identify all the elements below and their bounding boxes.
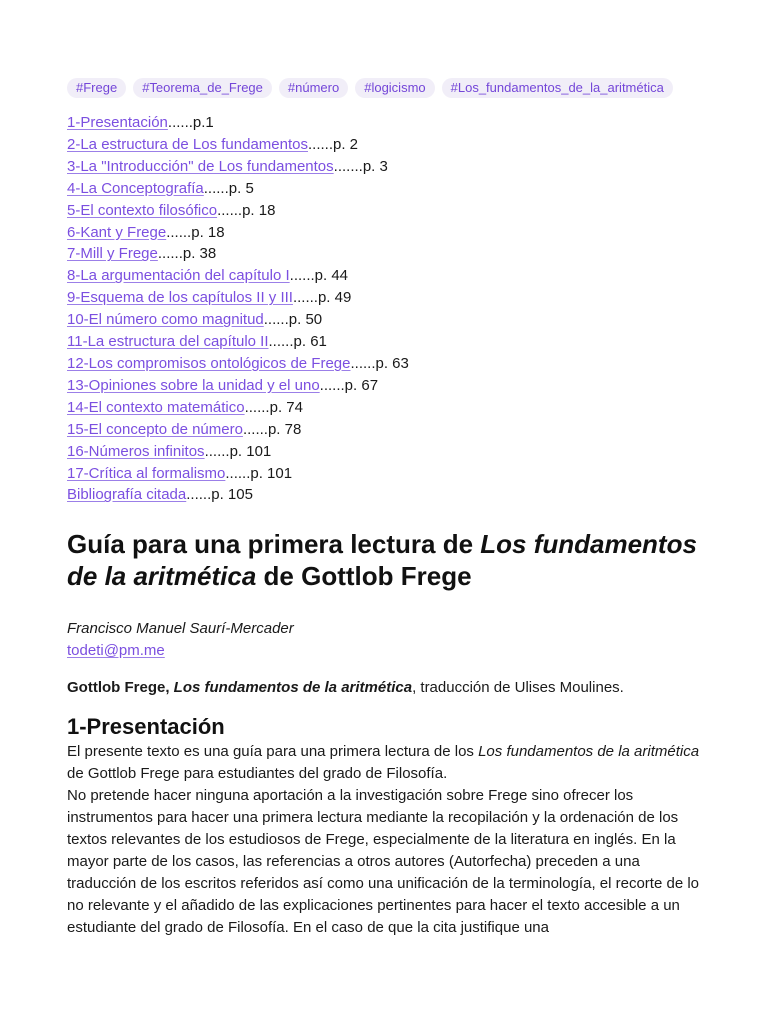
paragraph-intro-text-end: de Gottlob Frege para estudiantes del grado de Filosofía.: [67, 765, 448, 783]
toc-page: ......p. 61: [268, 333, 327, 351]
toc-link[interactable]: 15-El concepto de número: [67, 420, 243, 438]
toc-page: ......p. 18: [166, 223, 225, 241]
source-reference: [67, 677, 702, 699]
toc-item: [67, 243, 702, 265]
toc-item: [67, 463, 702, 485]
toc-link[interactable]: 14-El contexto matemático: [67, 398, 245, 416]
toc-page: ......p. 67: [319, 376, 379, 394]
toc-page: ......p. 101: [225, 464, 293, 482]
toc-link[interactable]: 17-Crítica al formalismo: [67, 464, 226, 482]
author-name: Francisco Manuel Saurí-Mercader: [67, 620, 294, 638]
toc-link[interactable]: 3-La "Introducción" de Los fundamentos: [67, 157, 334, 175]
toc-page: ......p. 18: [217, 201, 276, 219]
toc-link[interactable]: 6-Kant y Frege: [67, 223, 167, 241]
toc-page: ......p. 2: [307, 135, 359, 153]
toc-item: [67, 265, 702, 287]
toc-link[interactable]: 2-La estructura de Los fundamentos: [67, 135, 308, 153]
tag-frege[interactable]: #Frege: [67, 78, 126, 98]
title-work-italic: Los fundamentos de la aritmética: [67, 529, 697, 592]
paragraph-intro-work-italic: Los fundamentos de la aritmética: [478, 743, 700, 761]
toc-link[interactable]: 11-La estructura del capítulo II: [67, 333, 269, 351]
toc-link[interactable]: 16-Números infinitos: [67, 442, 205, 460]
toc-item: [67, 309, 702, 331]
toc-item: [67, 441, 702, 463]
toc-item: [67, 397, 702, 419]
toc-page: .......p. 3: [333, 157, 388, 175]
title-text-start: Guía para una primera lectura de: [67, 529, 481, 560]
toc-link[interactable]: 1-Presentación: [67, 114, 168, 131]
toc-link[interactable]: 9-Esquema de los capítulos II y III: [67, 289, 293, 307]
toc-link[interactable]: 7-Mill y Frege: [67, 245, 158, 263]
toc-link[interactable]: 10-El número como magnitud: [67, 311, 264, 329]
tag-list: [67, 78, 702, 98]
document-title: [67, 528, 702, 592]
tag-logicismo[interactable]: #logicismo: [355, 78, 434, 98]
toc-item: [67, 156, 702, 178]
toc-item: [67, 331, 702, 353]
tag-teorema-de-frege[interactable]: #Teorema_de_Frege: [133, 78, 272, 98]
paragraph-intro-text-start: El presente texto es una guía para una primera lectura de los: [67, 743, 479, 761]
toc-item: [67, 287, 702, 309]
toc-page: ......p. 5: [203, 179, 254, 197]
toc-link[interactable]: 13-Opiniones sobre la unidad y el uno: [67, 376, 320, 394]
table-of-contents: [67, 112, 702, 506]
section-heading: 1-Presentación: [67, 714, 225, 740]
toc-page: ......p. 49: [292, 289, 352, 307]
toc-link[interactable]: 12-Los compromisos ontológicos de Frege: [67, 354, 351, 372]
toc-page: ......p. 63: [350, 354, 409, 372]
author-email-link[interactable]: todeti@pm.me: [67, 642, 165, 660]
reference-rest: , traducción de Ulises Moulines.: [412, 679, 624, 697]
toc-item: [67, 178, 702, 200]
toc-item: [67, 375, 702, 397]
toc-item: [67, 419, 702, 441]
toc-item: [67, 112, 702, 134]
toc-item: [67, 353, 702, 375]
toc-link[interactable]: 5-El contexto filosófico: [67, 201, 218, 219]
toc-page: ......p. 101: [204, 442, 272, 460]
toc-page: ......p.1: [167, 114, 214, 131]
paragraph-body: No pretende hacer ninguna aportación a la investigación sobre Frege sino ofrecer los instrumentos para hacer una primera lectura mediante la recopilación y la ordenación de los textos relevantes de los estudiosos de Frege, especialmente de la literatura en inglés. En la mayor parte de los casos, las referencias a otros autores (Autorfecha) preceden a una traducción de los escritos referidos así como una unificación de la terminología, el recorte de lo no relevante y el añadido de las explicaciones pertinentes para hacer el texto accesible a un estudiante del grado de Filosofía. En el caso de que la cita justifique una: [67, 787, 699, 937]
tag-numero[interactable]: #número: [279, 78, 348, 98]
toc-link[interactable]: 8-La argumentación del capítulo I: [67, 267, 290, 285]
toc-page: ......p. 44: [289, 267, 349, 285]
tag-los-fundamentos[interactable]: #Los_fundamentos_de_la_aritmética: [442, 78, 673, 98]
toc-page: ......p. 105: [186, 486, 253, 504]
title-text-end: de Gottlob Frege: [256, 561, 472, 592]
toc-item: [67, 200, 702, 222]
toc-item: [67, 222, 702, 244]
toc-page: ......p. 78: [242, 420, 302, 438]
author-email-line: [67, 640, 702, 662]
reference-work: Los fundamentos de la aritmética: [173, 679, 413, 697]
toc-link[interactable]: Bibliografía citada: [67, 486, 187, 504]
toc-item: [67, 484, 702, 506]
toc-page: ......p. 74: [244, 398, 303, 416]
toc-page: ......p. 38: [157, 245, 217, 263]
paragraph-intro: [67, 741, 702, 785]
toc-link[interactable]: 4-La Conceptografía: [67, 179, 204, 197]
toc-page: ......p. 50: [263, 311, 323, 329]
reference-author-text: Gottlob Frege,: [67, 679, 174, 697]
reference-author: [67, 679, 412, 696]
toc-item: [67, 134, 702, 156]
